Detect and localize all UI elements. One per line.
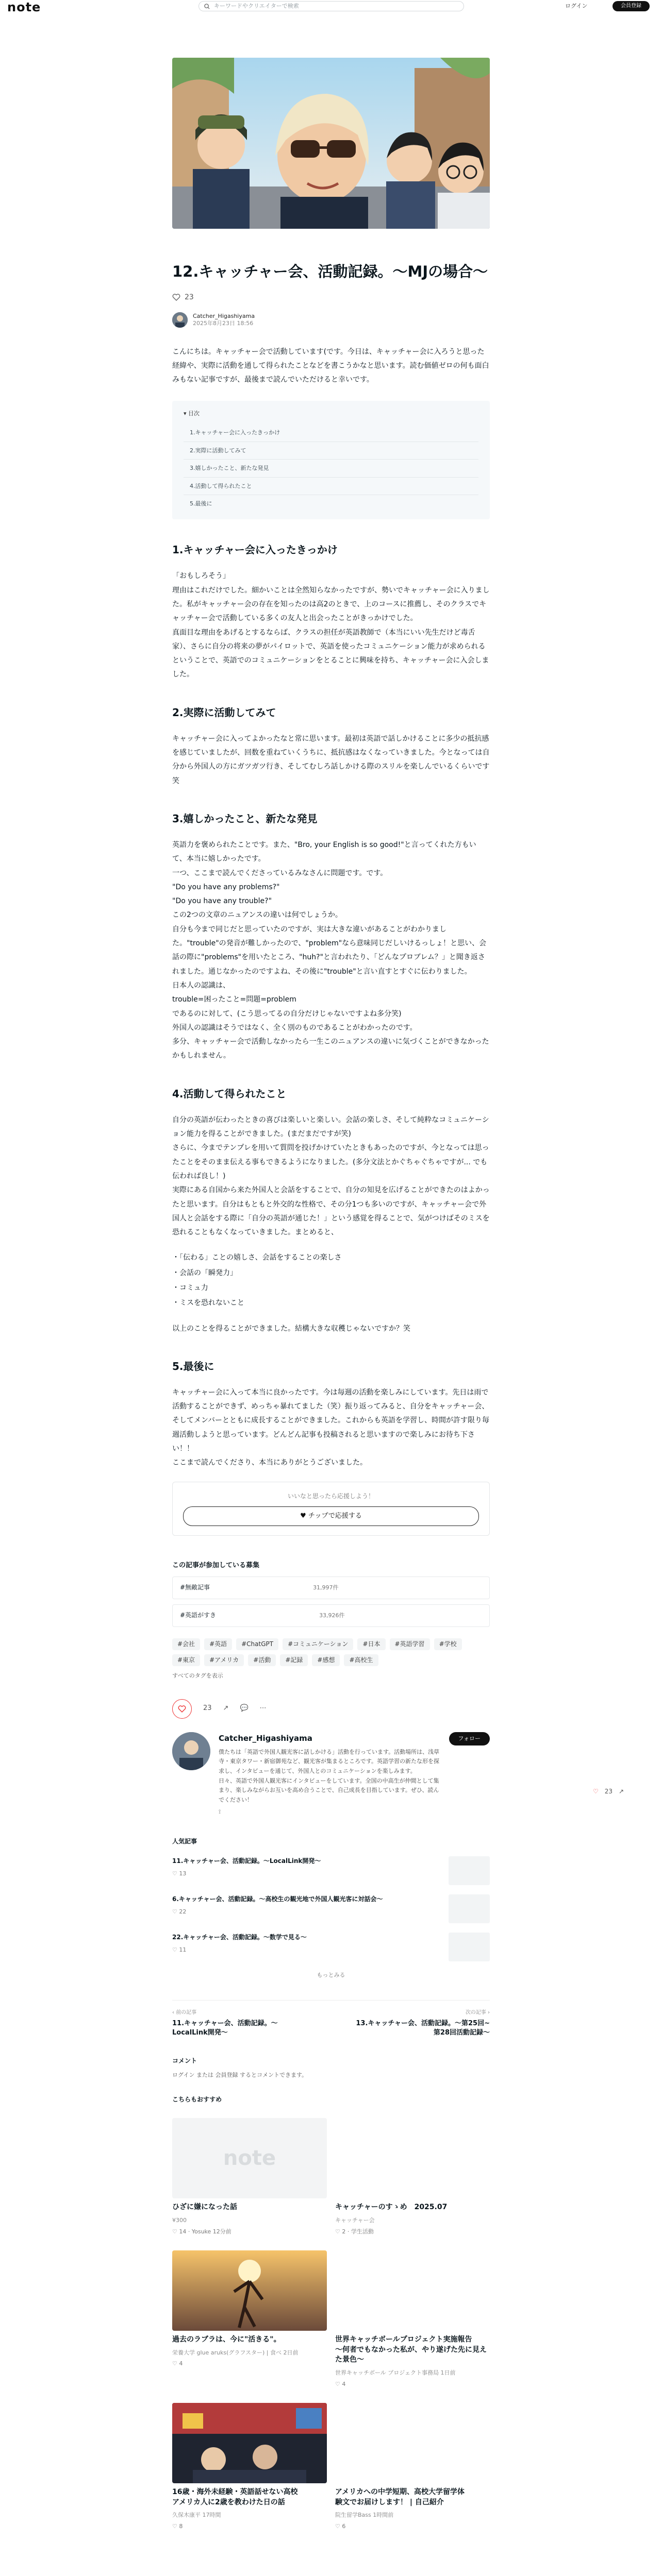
section-paragraph: 英語力を褒められたことです。また、"Bro, your English is so good!"と言ってくれた方もいて、本当に嬉しかったです。 一つ、ここまで読んでくださっているみなさんに問題です。です。 "Do you have any problems?" "Do you have any trouble?" この2つの文章のニュアンスの違いは何でしょうか。 自分も今まで同じだと思っていたのですが、実は大きな違いがあることがわかりました。"trouble"の発音が難しかったので、"problem"なら意味同じだしいけるっしょ！と思い、会話の際に"problems"を用いたところ、"huh?"と言われたり、「どんなプロブレム？」と聞き返されました。通じなかったのですよね、その後に"trouble"と言い直すとすぐに伝わりました。 日本人の認識は、 trouble=困ったこと=問題=problem であるのに対して、(こう思ってるの自分だけじゃないですよね多分笑) 外国人の認識はそうではなく、全く別のものであることがわかったのです。 多分、キャッチャー会で活動しなかったら一生このニュアンスの違いに気づくことができなかったかもしれません。	[172, 840, 489, 1060]
signup-button[interactable]: 会員登録	[613, 1, 650, 11]
tip-button[interactable]: ♥ チップで応援する	[183, 1506, 479, 1526]
top-bar	[0, 0, 662, 14]
note-placeholder-logo: note	[223, 2146, 276, 2171]
article-column	[172, 58, 490, 2531]
follow-button[interactable]: フォロー	[449, 1732, 490, 1745]
section-heading: 3.嬉しかったこと、新たな発見	[172, 812, 318, 825]
tag[interactable]: #活動	[248, 1654, 276, 1666]
more-icon[interactable]: ⋯	[259, 1704, 267, 1713]
section-paragraph: キャッチャー会に入ってよかったなと常に思います。最初は英語で話しかけることに多少の抵抗感を感じていましたが、回数を重ねていくうちに、抵抗感はなくなっていきました。今となっては自分から外国人の方にガツガツ行き、そしてむしろ話しかける際のスリルを楽しんでいるくらいです笑	[172, 734, 490, 785]
profile-name[interactable]: Catcher_Higashiyama	[219, 1733, 312, 1743]
tip-icon: ♥	[300, 1512, 308, 1520]
toc-item[interactable]: 1.キャッチャー会に入ったきっかけ	[184, 424, 478, 442]
card-image	[335, 2118, 490, 2198]
bullet-item: ・会話の「瞬発力」	[172, 1268, 237, 1277]
comment-icon[interactable]: 💬	[240, 1704, 249, 1713]
popular-thumbnail	[449, 1894, 490, 1923]
share-icon[interactable]: ↗	[223, 1704, 229, 1713]
popular-item[interactable]	[172, 1894, 490, 1923]
table-of-contents	[172, 401, 490, 520]
prev-article[interactable]	[172, 2009, 311, 2038]
recommend-card[interactable]	[335, 2118, 490, 2236]
article-body	[172, 345, 490, 1470]
article-title: 12.キャッチャー会、活動記録。～MJの場合～	[172, 263, 488, 280]
comment-title: コメント	[172, 2057, 197, 2065]
recommend-card[interactable]	[172, 2250, 327, 2388]
recommend-card[interactable]	[335, 2403, 490, 2531]
author-profile	[172, 1732, 490, 1817]
toc-title[interactable]: ▾ 目次	[184, 410, 200, 417]
search-icon	[204, 4, 210, 9]
popular-title: 人気記事	[172, 1838, 197, 1845]
card-likes: ♡ 4	[335, 2380, 346, 2387]
tag-list	[172, 1638, 490, 1666]
popular-item-likes: ♡ 11	[172, 1946, 187, 1953]
card-title: キャッチャーのすゝめ 2025.07	[335, 2203, 448, 2212]
card-meta: ¥300	[172, 2217, 187, 2224]
see-more-link[interactable]: もっとみる	[317, 1971, 345, 1978]
author-name[interactable]: Catcher_Higashiyama	[193, 312, 255, 319]
contest-name: #英語がすき	[180, 1612, 217, 1619]
card-meta: 世界キャッチボール プロジェクト事務局 1日前	[335, 2369, 456, 2377]
card-meta: 院生留学Bass 1時間前	[335, 2512, 394, 2519]
heart-icon	[178, 1705, 186, 1713]
floating-action-bar	[593, 1787, 624, 1797]
contest-count: 31,997件	[313, 1584, 339, 1591]
recommend-card[interactable]	[172, 2118, 327, 2236]
character-center	[275, 94, 369, 229]
popular-item[interactable]	[172, 1856, 490, 1885]
profile-avatar[interactable]	[172, 1732, 210, 1770]
share-icon[interactable]: ↗	[619, 1788, 624, 1795]
popular-item-likes: ♡ 22	[172, 1908, 187, 1915]
section-paragraph: キャッチャー会に入って本当に良かったです。今は毎週の活動を楽しみにしています。先日は雨で活動することができず、めっちゃ暴れてました（笑）振り返ってみると、自分をキャッチャー会、そしてメンバーとともに成長することができました。これからも英語を学習し、時間が許す限り毎週活動しようと思っています。どんどん記事も投稿されると思いますので楽しみにお待ち下さい！！ ここまで読んでくださり、本当にありがとうございました。	[172, 1388, 490, 1467]
recommend-card[interactable]	[335, 2250, 490, 2388]
like-button[interactable]	[172, 1699, 192, 1719]
card-image	[172, 2118, 327, 2198]
popular-thumbnail	[449, 1933, 490, 1961]
show-all-tags-link[interactable]: すべてのタグを表示	[172, 1672, 223, 1680]
recommend-card[interactable]	[172, 2403, 327, 2531]
hero-image	[172, 58, 490, 229]
author-avatar[interactable]	[172, 312, 188, 328]
rss-icon[interactable]: ⟟	[219, 1808, 221, 1815]
card-title: 16歳・海外未経験・英語話せない高校 アメリカ人に2歳を教わけた日の話	[172, 2488, 298, 2506]
card-title: ひざに嫌になった話	[172, 2203, 237, 2212]
tag[interactable]: #会社	[172, 1638, 200, 1650]
section-paragraph: 自分の英語が伝わったときの喜びは楽しいと楽しい。会話の楽しさ、そして純粋なコミュニケーション能力を得ることができました。(まだまだですが笑) さらに、今までテンプレを用いて質問を投げかけていたときもあったのですが、今となっては思ったことをそのまま伝える事もできるようになりました。(多分文法とかぐちゃぐちゃですが... でも伝われば良し！) 実際にある自国から来た外国人と会話をすることで、自分の知見を広げることができたのはよかったと思います。自分はもともと外交的な性格で、その分1つも多いのですが、キャッチャー会で外国人と会話をする際に「自分の英語が通じた！」という感覚を得ることで、気がつけばそのミスを恐れることもなくなっていきました。まとめると、	[172, 1115, 490, 1237]
note-logo[interactable]: note	[7, 0, 41, 14]
search-placeholder: キーワードやクリエイターで検索	[214, 3, 299, 10]
intro-paragraph: こんにちは。キャッチャー会で活動しています(です。今日は、キャッチャー会に入ろうと思った経緯や、実際に活動を通して得られたことなどを書こうかなと思います。読む価値ゼロの何も面白みもない記事ですが、最後まで読んでいただけると幸いです。	[172, 347, 489, 384]
card-likes: ♡ 6	[335, 2522, 346, 2530]
card-likes: ♡ 4	[172, 2360, 183, 2367]
section-heading: 4.活動して得られたこと	[172, 1087, 287, 1100]
prev-next-nav	[172, 2000, 490, 2038]
card-meta: キャッチャー会	[335, 2217, 375, 2224]
contest-item[interactable]	[172, 1604, 490, 1627]
card-likes: ♡ 2 · 学生活動	[335, 2228, 374, 2235]
toc-item[interactable]: 3.嬉しかったこと、新たな発見	[184, 460, 478, 477]
action-bar	[172, 1699, 490, 1719]
bullet-item: ・ミスを恐れないこと	[172, 1299, 244, 1308]
tag[interactable]: #記録	[280, 1654, 308, 1666]
bullet-item: ・コミュ力	[172, 1283, 208, 1292]
popular-item-title: 6.キャッチャー会、活動記録。～高校生の観光地で外国人観光客に対話会～	[172, 1895, 383, 1903]
popular-thumbnail	[449, 1856, 490, 1885]
publish-date: 2025年8月23日 18:56	[193, 319, 254, 327]
character-left	[193, 114, 250, 229]
like-row	[172, 292, 490, 303]
card-image	[335, 2403, 490, 2483]
next-title: 13.キャッチャー会、活動記録。～第25回~第28回活動記録～	[356, 2020, 490, 2037]
popular-item-title: 11.キャッチャー会、活動記録。～LocalLink開発～	[172, 1857, 321, 1865]
next-article[interactable]	[351, 2009, 490, 2038]
tag[interactable]: #感想	[312, 1654, 340, 1666]
popular-item[interactable]	[172, 1933, 490, 1961]
bullet-list	[172, 1251, 490, 1310]
card-image	[172, 2403, 327, 2483]
like-count: 23	[203, 1704, 212, 1713]
card-title: 世界キャッチボールプロジェクト実施報告 ～何者でもなかった私が、やり遂げた先に見えた景色～	[335, 2335, 487, 2364]
heart-outline-icon[interactable]	[172, 294, 180, 301]
contest-count: 33,926件	[319, 1612, 345, 1619]
card-title: アメリカへの中学短期、高校大学留学体 験文でお届けします！ | 自己紹介	[335, 2488, 465, 2506]
popular-item-title: 22.キャッチャー会、活動記録。～数学で見る～	[172, 1933, 307, 1941]
magazine-title: この記事が参加している募集	[172, 1561, 260, 1569]
card-image	[335, 2250, 490, 2331]
toc-item[interactable]: 5.最後に	[190, 500, 212, 507]
comment-login-text[interactable]: ログイン または 会員登録 するとコメントできます。	[172, 2071, 308, 2078]
like-count: 23	[604, 1788, 613, 1795]
section-heading: 1.キャッチャー会に入ったきっかけ	[172, 544, 338, 556]
login-link[interactable]: ログイン	[565, 3, 588, 9]
author-row	[172, 312, 490, 328]
recommend-title: こちらもおすすめ	[172, 2096, 222, 2104]
card-title: 過去のラブラは、今に"活きる"。	[172, 2335, 281, 2344]
tag[interactable]: #コミュニケーション	[283, 1638, 353, 1650]
next-label: 次の記事 ›	[465, 2010, 490, 2016]
section-paragraph: 以上のことを得ることができました。結構大きな収穫じゃないですか？笑	[172, 1324, 410, 1333]
support-box	[172, 1482, 490, 1536]
popular-item-likes: ♡ 13	[172, 1870, 187, 1877]
tag[interactable]: #日本	[357, 1638, 385, 1650]
section-heading: 5.最後に	[172, 1360, 214, 1372]
card-image	[172, 2250, 327, 2331]
section-heading: 2.実際に活動してみて	[172, 706, 276, 719]
search-input[interactable]	[198, 1, 464, 11]
card-meta: 栄養大学 glue aruks(グラフスター) | 食べ 2日前	[172, 2349, 299, 2356]
tag[interactable]: #英語	[204, 1638, 232, 1650]
toc-item[interactable]: 4.活動して得られたこと	[184, 478, 478, 495]
heart-icon[interactable]: ♡	[593, 1788, 599, 1795]
card-likes: ♡ 14 · Yosuke 12分前	[172, 2228, 231, 2235]
bullet-item: ・「伝わる」ことの嬉しさ、会話をすることの楽しさ	[172, 1253, 342, 1262]
contest-item[interactable]	[172, 1577, 490, 1599]
like-count: 23	[185, 293, 194, 301]
tag[interactable]: #東京	[172, 1654, 200, 1666]
prev-title: 11.キャッチャー会、活動記録。～LocalLink開発～	[172, 2020, 278, 2037]
card-meta: 久保木康平 17時間	[172, 2512, 221, 2519]
support-question: いいなと思ったら応援しよう！	[287, 1492, 374, 1500]
tag[interactable]: #英語学習	[390, 1638, 430, 1650]
card-likes: ♡ 8	[172, 2522, 183, 2530]
profile-description: 僕たちは「英語で外国人観光客に話しかける」活動を行っています。活動場所は、浅草寺・東京タワー・新宿御苑など、観光客が集まるところです。英語学習の新たな形を探求し、インタビューを通じて、外国人とのコミュニケーションを楽しみます。 日々、英語で外国人観光客にインタビューをしています。全国の中高生が仲間として集まり、楽しみながらお互いを高め合うことで、自己成長を目指しています。ぜひ、読んでください！	[219, 1748, 440, 1804]
toc-item[interactable]: 2.実際に活動してみて	[184, 442, 478, 460]
tag[interactable]: #高校生	[344, 1654, 378, 1666]
contest-name: #無敵記事	[180, 1584, 210, 1591]
tag[interactable]: #アメリカ	[204, 1654, 244, 1666]
recommend-grid	[172, 2118, 490, 2531]
tag[interactable]: #ChatGPT	[236, 1638, 278, 1650]
tag[interactable]: #学校	[434, 1638, 462, 1650]
prev-label: ‹ 前の記事	[172, 2010, 197, 2016]
section-paragraph: 「おもしろそう」 理由はこれだけでした。細かいことは全然知らなかったですが、勢いでキャッチャー会に入りました。私がキャッチャー会の存在を知ったのは高2のときで、上のコースに推薦し、そのクラスでキャッチャー会で活動している多くの友人と出会ったことがきっかけでした。 真面目な理由をあげるとするならば、クラスの担任が英語教師で（本当にいい先生だけど毒舌家）、さらに自分の将来の夢がパイロットで、英語を使ったコミュニケーション能力が求められるということで、英語でのコミュニケーションをとることに興味を持ち、キャッチャー会に入会しました。	[172, 572, 490, 679]
